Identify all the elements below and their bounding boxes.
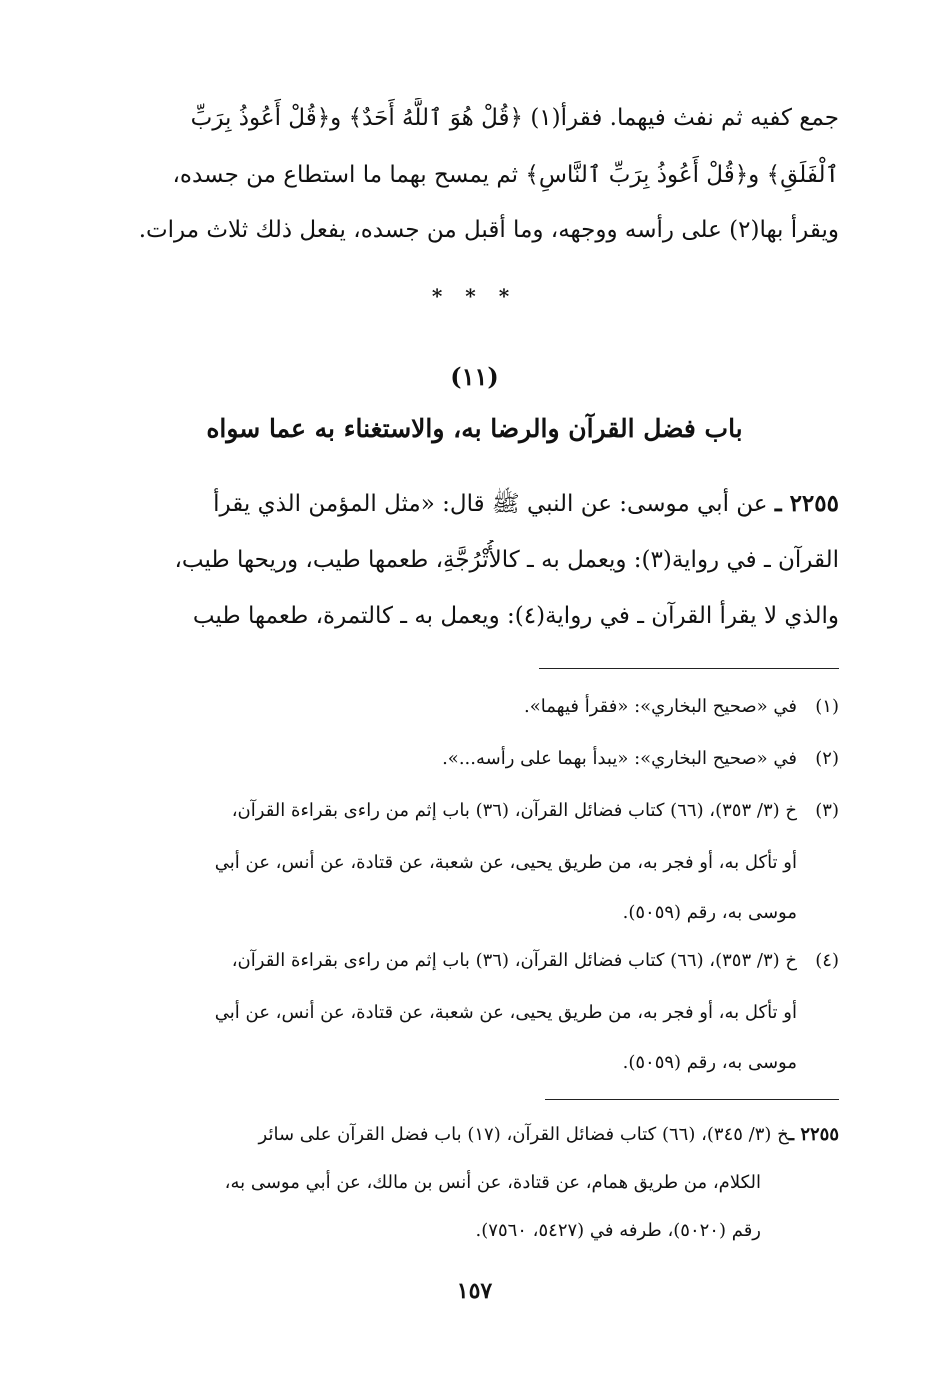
footnote-4-number: (٤) [815, 950, 839, 971]
intro-line-2: ٱلْفَلَقِ﴾ و﴿قُلْ أَعُوذُ بِرَبِّ ٱلنَّاسِ﴾ ثم يمسح بهما ما استطاع من جسده، [172, 162, 839, 188]
footnote-4-line-1 [130, 944, 839, 978]
source-note-text-1: خ (٣/ ٣٤٥)، (٦٦) كتاب فضائل القرآن، (١٧) باب فضل القرآن على سائر [258, 1124, 789, 1145]
footnote-2 [130, 742, 839, 776]
page-number: ١٥٧ [456, 1278, 493, 1304]
footnote-1-number: (١) [815, 696, 839, 717]
footnote-4-text-1: خ (٣/ ٣٥٣)، (٦٦) كتاب فضائل القرآن، (٣٦) باب إثم من راءى بقراءة القرآن، [231, 950, 797, 971]
footnote-1 [130, 690, 839, 724]
source-note-line-2: الكلام، من طريق همام، عن قتادة، عن أنس بن مالك، عن أبي موسى به، [224, 1172, 761, 1193]
footnote-3-number: (٣) [815, 800, 839, 821]
source-note-line-3: رقم (٥٠٢٠)، طرفه في (٥٤٢٧، ٧٥٦٠). [475, 1220, 761, 1241]
footnote-divider [539, 668, 839, 669]
hadith-line-1 [130, 484, 839, 524]
intro-line-3: ويقرأ بها(٢) على رأسه ووجهه، وما أقبل من جسده، يفعل ذلك ثلاث مرات. [138, 217, 839, 243]
footnote-3-line-1 [130, 794, 839, 828]
hadith-line-3: والذي لا يقرأ القرآن ـ في رواية(٤): ويعمل به ـ كالتمرة، طعمها طيب [192, 603, 839, 629]
chapter-title: باب فضل القرآن والرضا به، والاستغناء به عما سواه [206, 414, 743, 443]
footnote-3-line-3: موسى به، رقم (٥٠٥٩). [622, 902, 797, 923]
section-separator: * * * [431, 284, 518, 308]
footnote-4-line-2: أو تأكل به، أو فجر به، من طريق يحيى، عن شعبة، عن قتادة، عن أنس، عن أبي [214, 1002, 797, 1023]
chapter-number: (١١) [450, 362, 499, 391]
footnote-3-text-1: خ (٣/ ٣٥٣)، (٦٦) كتاب فضائل القرآن، (٣٦) باب إثم من راءى بقراءة القرآن، [231, 800, 797, 821]
footnote-2-number: (٢) [815, 748, 839, 769]
hadith-number: ٢٢٥٥ ـ [774, 490, 839, 517]
footnote-4-line-3: موسى به، رقم (٥٠٥٩). [622, 1052, 797, 1073]
hadith-line-2: القرآن ـ في رواية(٣): ويعمل به ـ كالأُتْرُجَّةِ، طعمها طيب، وريحها طيب، [174, 547, 839, 573]
source-note-number: ٢٢٥٥ ـ [788, 1124, 839, 1145]
footnote-1-text: في «صحيح البخاري»: «فقرأ فيهما». [524, 696, 797, 717]
intro-line-1: جمع كفيه ثم نفث فيهما. فقرأ(١) ﴿قُلْ هُوَ ٱللَّهُ أَحَدٌ﴾ و﴿قُلْ أَعُوذُ بِرَبِّ [190, 105, 839, 131]
hadith-line-1-text: عن أبي موسى: عن النبي ﷺ قال: «مثل المؤمن الذي يقرأ [213, 491, 768, 517]
source-note-line-1 [130, 1118, 839, 1152]
source-divider [545, 1099, 839, 1100]
footnote-2-text: في «صحيح البخاري»: «يبدأ بهما على رأسه...». [442, 748, 797, 769]
footnote-3-line-2: أو تأكل به، أو فجر به، من طريق يحيى، عن شعبة، عن قتادة، عن أنس، عن أبي [214, 852, 797, 873]
